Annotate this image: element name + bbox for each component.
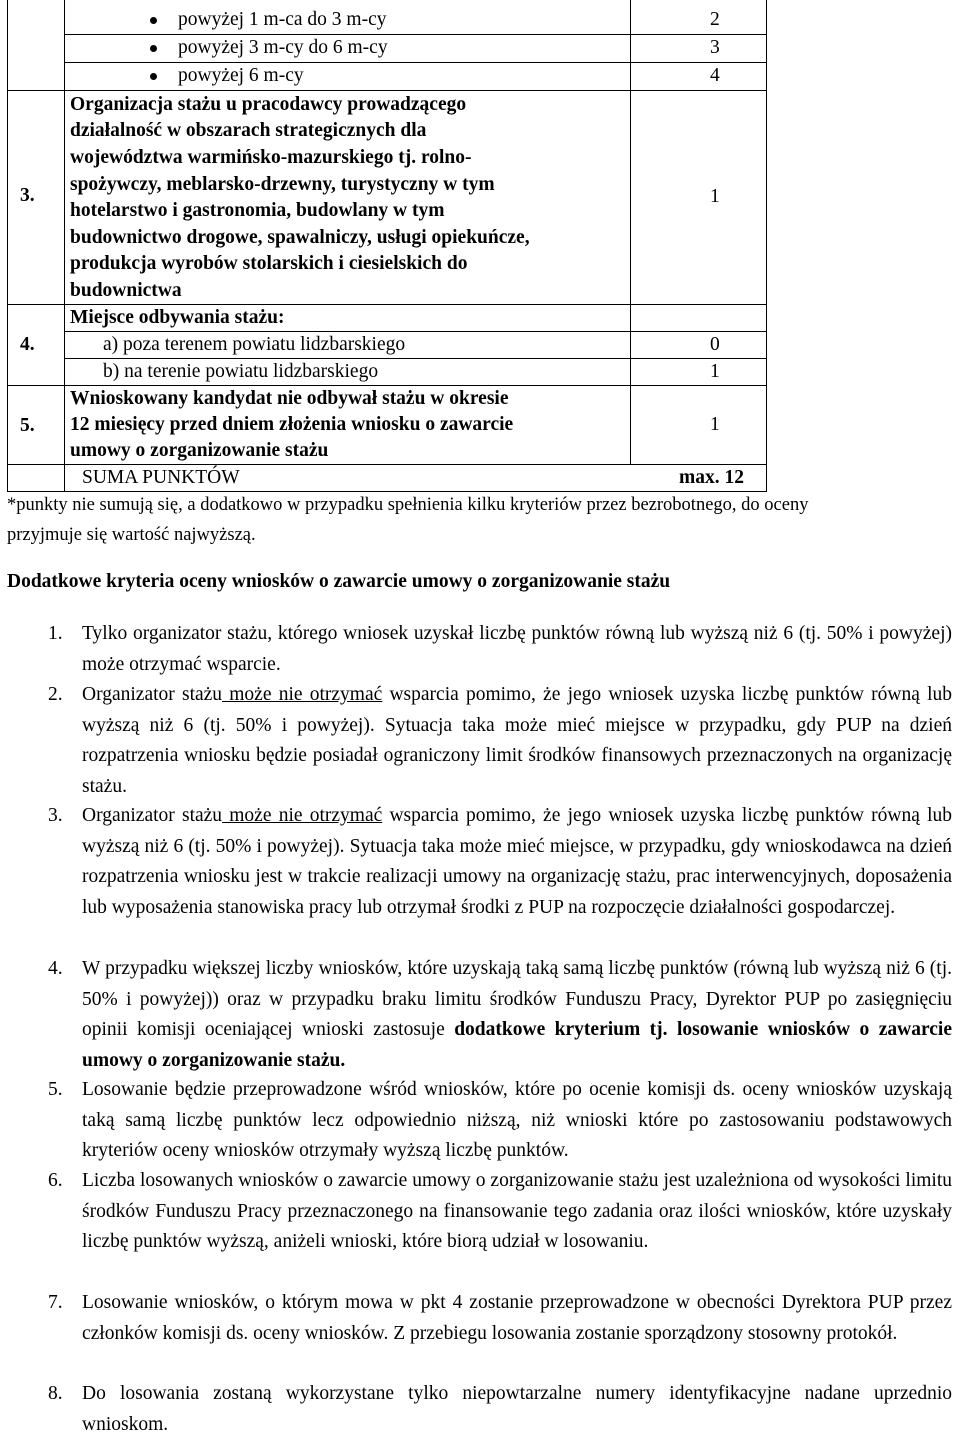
- item-number: 2.: [48, 684, 63, 705]
- criterion-text: działalność w obszarach strategicznych dla: [70, 120, 427, 141]
- duration-points: 3: [710, 37, 720, 58]
- item-text: [82, 1166, 952, 1258]
- sum-label: SUMA PUNKTÓW: [82, 467, 240, 488]
- sum-value: max. 12: [679, 467, 744, 488]
- criterion-text: 12 miesięcy przed dniem złożenia wniosku o zawarcie: [70, 414, 514, 435]
- item-text-content: Organizator stażu: [82, 805, 223, 826]
- criterion-text: Wnioskowany kandydat nie odbywał stażu w okresie: [70, 388, 509, 409]
- item-text: [82, 1288, 952, 1349]
- bullet-icon: [150, 45, 157, 52]
- item-number: 6.: [48, 1170, 63, 1191]
- item-text-content: Do losowania zostaną wykorzystane tylko niepowtarzalne numery identyfikacyjne nadane uprzednio wnioskom.: [82, 1383, 952, 1435]
- item-text-content: Tylko organizator stażu, którego wniosek uzyskał liczbę punktów równą lub wyższą niż 6 (tj. 50% i powyżej) może otrzymać wsparcie.: [82, 623, 952, 675]
- item-text-content: W przypadku większej liczby wniosków, które uzyskają taką samą liczbę punktów (równą lub wyższą niż 6 (tj. 50% i powyżej)) oraz w przypadku braku limitu środków Funduszu Pracy, Dyrektor PUP po zasięgnięciu opinii komisji oceniającej wnioski zastosuje: [82, 958, 952, 1040]
- table-points-divider: [630, 0, 631, 464]
- row-number: 5.: [20, 415, 35, 436]
- item-text-content: wsparcia pomimo, że jego wniosek uzyska liczbę punktów równą lub wyższą niż 6 (tj. 50% i powyżej). Sytuacja taka może mieć miejsce w przypadku, gdy PUP na dzień rozpatrzenia wniosku będzie posiadał ograniczony limit środków finansowych przeznaczonych na organizację stażu.: [82, 684, 952, 797]
- item-text-content: Organizator stażu: [82, 684, 223, 705]
- criterion-points: 1: [710, 414, 720, 435]
- item-text-content: Liczba losowanych wniosków o zawarcie umowy o zorganizowanie stażu jest uzależniona od wysokości limitu środków Funduszu Pracy przeznaczonego na finansowanie tego zadania oraz ilości wniosków, które uzyskały liczbę punktów wyższą, aniżeli wnioski, które biorą udział w losowaniu.: [82, 1170, 952, 1252]
- bullet-icon: [150, 73, 157, 80]
- table-row-divider: [8, 90, 766, 91]
- underlined-text: może nie otrzymać: [222, 805, 383, 826]
- criterion-text: spożywczy, meblarsko-drzewny, turystyczny w tym: [70, 174, 495, 195]
- footnote-line: przyjmuje się wartość najwyższą.: [7, 525, 256, 545]
- option-points: 1: [710, 361, 720, 382]
- item-number: 8.: [48, 1383, 63, 1404]
- item-text: [82, 954, 952, 1076]
- item-number: 3.: [48, 805, 63, 826]
- row-number: 3.: [20, 185, 35, 206]
- option-label: b) na terenie powiatu lidzbarskiego: [103, 361, 379, 382]
- duration-points: 2: [710, 9, 720, 30]
- item-text-content: wsparcia pomimo, że jego wniosek uzyska liczbę punktów równą lub wyższą niż 6 (tj. 50% i powyżej). Sytuacja taka może mieć miejsce, w przypadku, gdy wnioskodawca na dzień rozpatrzenia wniosku jest w trakcie realizacji umowy na organizację stażu, prac interwencyjnych, doposażenia lub wyposażenia stanowiska pracy lub otrzymał środki z PUP na rozpoczęcie działalności gospodarczej.: [82, 805, 952, 918]
- criterion-text: hotelarstwo i gastronomia, budowlany w tym: [70, 200, 445, 221]
- item-text: [82, 1379, 952, 1440]
- item-number: 4.: [48, 958, 63, 979]
- bullet-icon: [150, 17, 157, 24]
- bold-text: dodatkowe kryterium tj. losowanie wniosków o zawarcie umowy o zorganizowanie stażu.: [82, 1019, 952, 1071]
- criterion-text: budownictwa: [70, 280, 182, 301]
- criterion-title: Miejsce odbywania stażu:: [70, 307, 285, 328]
- criterion-text: budownictwo drogowe, spawalniczy, usługi opiekuńcze,: [70, 227, 530, 248]
- criterion-text: produkcja wyrobów stolarskich i ciesielskich do: [70, 253, 468, 274]
- criterion-text: umowy o zorganizowanie stażu: [70, 440, 329, 461]
- item-number: 1.: [48, 623, 63, 644]
- duration-label: powyżej 6 m-cy: [178, 65, 304, 86]
- item-text: [82, 619, 952, 680]
- duration-points: 4: [710, 65, 720, 86]
- item-text-content: Losowanie będzie przeprowadzone wśród wniosków, które po ocenie komisji ds. oceny wniosków uzyskają taką samą liczbę punktów lecz odpowiednio niższą, niż wnioski które po zastosowaniu podstawowych kryteriów oceny wniosków otrzymały wyższą liczbę punktów.: [82, 1079, 952, 1161]
- duration-label: powyżej 3 m-cy do 6 m-cy: [178, 37, 388, 58]
- table-column-divider: [64, 0, 65, 492]
- table-subrow-divider: [64, 62, 766, 63]
- footnote-line: *punkty nie sumują się, a dodatkowo w przypadku spełnienia kilku kryteriów przez bezrobotnego, do oceny: [7, 495, 809, 515]
- item-number: 5.: [48, 1079, 63, 1100]
- item-text: [82, 1075, 952, 1167]
- criterion-text: województwa warmińsko-mazurskiego tj. rolno-: [70, 147, 472, 168]
- underlined-text: może nie otrzymać: [222, 684, 383, 705]
- section-heading: Dodatkowe kryteria oceny wniosków o zawarcie umowy o zorganizowanie stażu: [7, 571, 671, 592]
- option-points: 0: [710, 334, 720, 355]
- option-label: a) poza terenem powiatu lidzbarskiego: [103, 334, 406, 355]
- criterion-text: Organizacja stażu u pracodawcy prowadzącego: [70, 94, 467, 115]
- row-number: 4.: [20, 334, 35, 355]
- item-number: 7.: [48, 1292, 63, 1313]
- criterion-points: 1: [710, 186, 720, 207]
- table-subrow-divider: [64, 34, 766, 35]
- item-text: [82, 801, 952, 923]
- item-text-content: Losowanie wniosków, o którym mowa w pkt 4 zostanie przeprowadzone w obecności Dyrektora PUP przez członków komisji ds. oceny wniosków. Z przebiegu losowania zostanie sporządzony stosowny protokół.: [82, 1292, 952, 1344]
- item-text: [82, 680, 952, 802]
- duration-label: powyżej 1 m-ca do 3 m-cy: [178, 9, 387, 30]
